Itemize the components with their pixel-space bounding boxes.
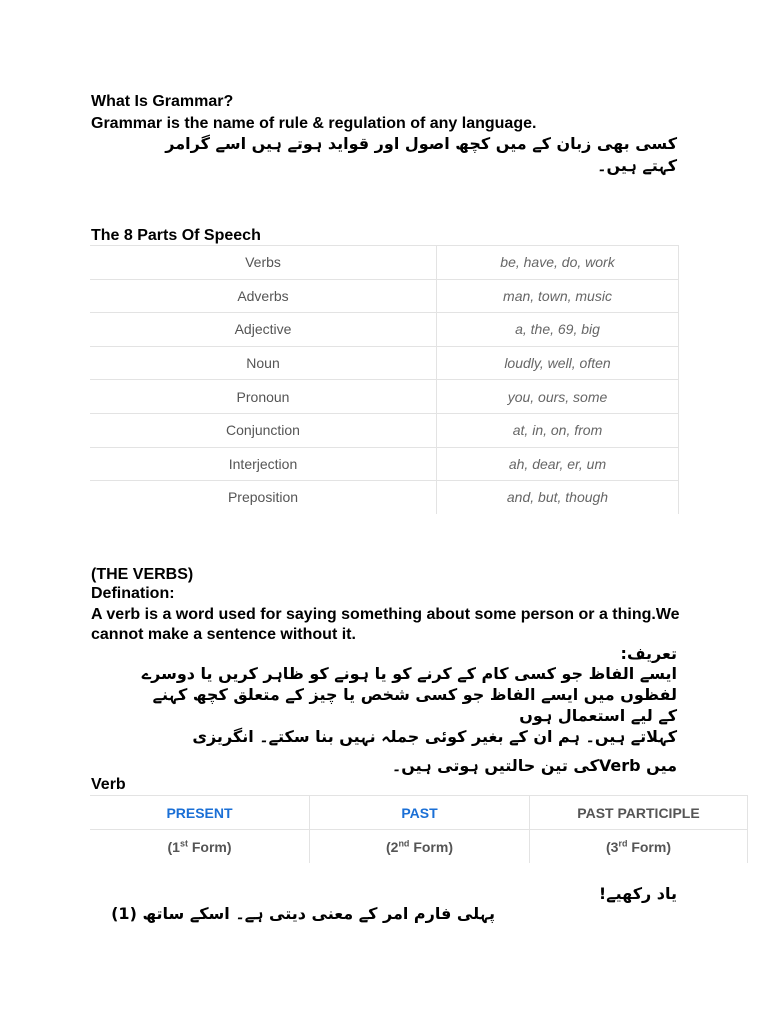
table-row [90, 380, 679, 414]
urdu-verb-line-5: میں Verbکی تین حالتیں ہوتی ہیں۔ [391, 756, 677, 775]
verb-label: Verb [91, 776, 126, 793]
table-row [90, 830, 748, 864]
form-text: (3 [605, 838, 619, 855]
examples-cell: and, but, though [437, 481, 679, 514]
form-text: (2 [385, 838, 399, 855]
second-form-cell [310, 830, 530, 864]
verb-forms-table [90, 795, 748, 863]
parts-of-speech-table [90, 245, 679, 514]
table-header-row [90, 796, 748, 830]
ordinal-suffix: st [179, 837, 188, 848]
part-cell: Verbs [90, 246, 437, 280]
examples-cell: man, town, music [437, 279, 679, 313]
page-title: What Is Grammar? [91, 93, 234, 110]
part-cell: Adverbs [90, 279, 437, 313]
table-row [90, 481, 679, 514]
urdu-verb-line-4: کہلاتے ہیں۔ ہم ان کے بغیر کوئی جملہ نہیں بنا سکتے۔ انگریزی [192, 727, 677, 746]
part-cell: Interjection [90, 447, 437, 481]
form-text: Form) [409, 838, 453, 855]
urdu-grammar-line-2: کہتے ہیں۔ [597, 156, 677, 175]
examples-cell: ah, dear, er, um [437, 447, 679, 481]
part-cell: Pronoun [90, 380, 437, 414]
urdu-definition-label: تعریف: [620, 644, 677, 663]
ordinal-suffix: nd [398, 837, 410, 848]
examples-cell: loudly, well, often [437, 346, 679, 380]
parts-of-speech-title: The 8 Parts Of Speech [91, 227, 261, 244]
part-cell: Conjunction [90, 413, 437, 447]
header-past: PAST [310, 796, 530, 830]
table-row [90, 279, 679, 313]
form-text: (1 [167, 838, 180, 855]
examples-cell: a, the, 69, big [437, 313, 679, 347]
urdu-grammar-line-1: کسی بھی زبان کے میں کچھ اصول اور قواید ہوتے ہیں اسے گرامر [165, 134, 677, 153]
remember-line: پہلی فارم امر کے معنی دیتی ہے۔ اسکے ساتھ (1) [111, 904, 495, 923]
table-row [90, 346, 679, 380]
header-present: PRESENT [90, 796, 310, 830]
examples-cell: you, ours, some [437, 380, 679, 414]
form-text: Form) [187, 838, 232, 855]
part-cell: Noun [90, 346, 437, 380]
urdu-verb-line-3: کے لیے استعمال ہوں [519, 706, 677, 725]
remember-heading: یاد رکھیے! [598, 884, 677, 903]
ordinal-suffix: rd [618, 837, 628, 848]
first-form-cell [90, 830, 310, 864]
definition-label: Defination: [91, 585, 175, 602]
part-cell: Adjective [90, 313, 437, 347]
form-text: Form) [627, 838, 671, 855]
verbs-heading: (THE VERBS) [91, 566, 194, 583]
third-form-cell [530, 830, 748, 864]
grammar-definition: Grammar is the name of rule & regulation of any language. [91, 115, 537, 132]
header-past-participle: PAST PARTICIPLE [530, 796, 748, 830]
urdu-verb-line-1: ایسے الفاظ جو کسی کام کے کرنے کو یا ہونے کو ظاہر کریں یا دوسرے [141, 664, 677, 683]
part-cell: Preposition [90, 481, 437, 514]
table-row [90, 246, 679, 280]
examples-cell: at, in, on, from [437, 413, 679, 447]
urdu-verb-line-2: لفظوں میں ایسے الفاظ جو کسی شخص یا چیز کے متعلق کچھ کہنے [152, 685, 677, 704]
table-row [90, 413, 679, 447]
verb-definition-text: A verb is a word used for saying something about some person or a thing.We cannot make a sentence without it. [91, 606, 680, 643]
table-row [90, 447, 679, 481]
examples-cell: be, have, do, work [437, 246, 679, 280]
table-row [90, 313, 679, 347]
